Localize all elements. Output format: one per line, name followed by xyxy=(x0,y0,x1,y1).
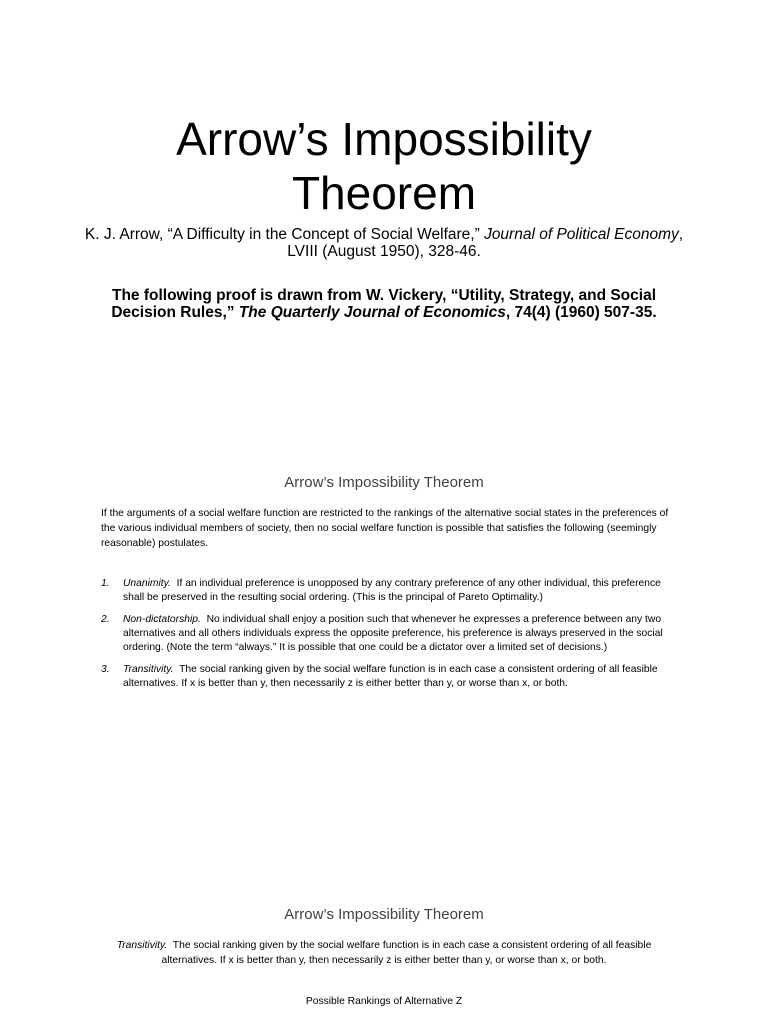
transitivity-text: The social ranking given by the social welfare function is in each case a consistent ordering of all feasible alternatives. If x is better than y, then necessarily z is either better than y, or worse than x, or both. xyxy=(161,940,652,966)
citation2-suffix: , 74(4) (1960) 507-35. xyxy=(505,304,657,321)
list-item xyxy=(101,613,671,655)
postulate-text: The social ranking given by the social welfare function is in each case a consistent ordering of all feasible alternatives. If x is better than y, then necessarily z is either better than y, or worse than x, or both. xyxy=(123,664,658,689)
transitivity-paragraph xyxy=(96,938,672,968)
postulate-term: Non-dictatorship. xyxy=(123,614,201,625)
rankings-caption: Possible Rankings of Alternative Z xyxy=(305,996,463,1007)
citation1-suffix: , LVIII (August 1950), 328-46. xyxy=(287,226,684,260)
citation2-journal: The Quarterly Journal of Economics xyxy=(238,304,506,321)
postulate-number: 1. xyxy=(101,578,110,589)
list-item xyxy=(101,577,671,605)
postulate-number: 2. xyxy=(101,614,110,625)
postulate-term: Transitivity. xyxy=(123,664,174,675)
theorem-statement: If the arguments of a social welfare function are restricted to the rankings of the alternative social states in the preferences of the various individual members of society, then no social welfare function is possible that satisfies the following (seemingly reasonable) postulates. xyxy=(101,508,669,549)
citation1-prefix: K. J. Arrow, “A Difficulty in the Concept of Social Welfare,” xyxy=(84,226,485,243)
postulate-term: Unanimity. xyxy=(123,578,171,589)
citation2-prefix: The following proof is drawn from W. Vickery, “Utility, Strategy, and Social Decision Rules,” xyxy=(111,287,657,321)
postulates-list xyxy=(101,577,671,699)
slide1-title xyxy=(0,112,768,220)
postulate-text: If an individual preference is unopposed by any contrary preference of any other individual, this preference shall be preserved in the resulting social ordering. (This is the principal of Pareto Optimality.) xyxy=(123,578,661,603)
slide2-heading: Arrow’s Impossibility Theorem xyxy=(284,474,484,491)
postulate-number: 3. xyxy=(101,664,110,675)
postulate-text: No individual shall enjoy a position such that whenever he expresses a preference between any two alternatives and all others individuals express the opposite preference, his preference is always preserved in the social ordering. (Note the term “always.” It is possible that one could be a dictator over a limited set of decisions.) xyxy=(123,614,663,653)
vickery-citation xyxy=(80,287,688,321)
slide3-heading: Arrow’s Impossibility Theorem xyxy=(284,906,484,923)
slide1-title-line1: Arrow’s Impossibility xyxy=(176,113,592,165)
transitivity-term: Transitivity. xyxy=(116,940,168,951)
slide1-title-line2: Theorem xyxy=(291,167,477,219)
arrow-citation xyxy=(80,226,688,260)
citation1-journal: Journal of Political Economy xyxy=(484,226,679,243)
list-item xyxy=(101,663,671,691)
